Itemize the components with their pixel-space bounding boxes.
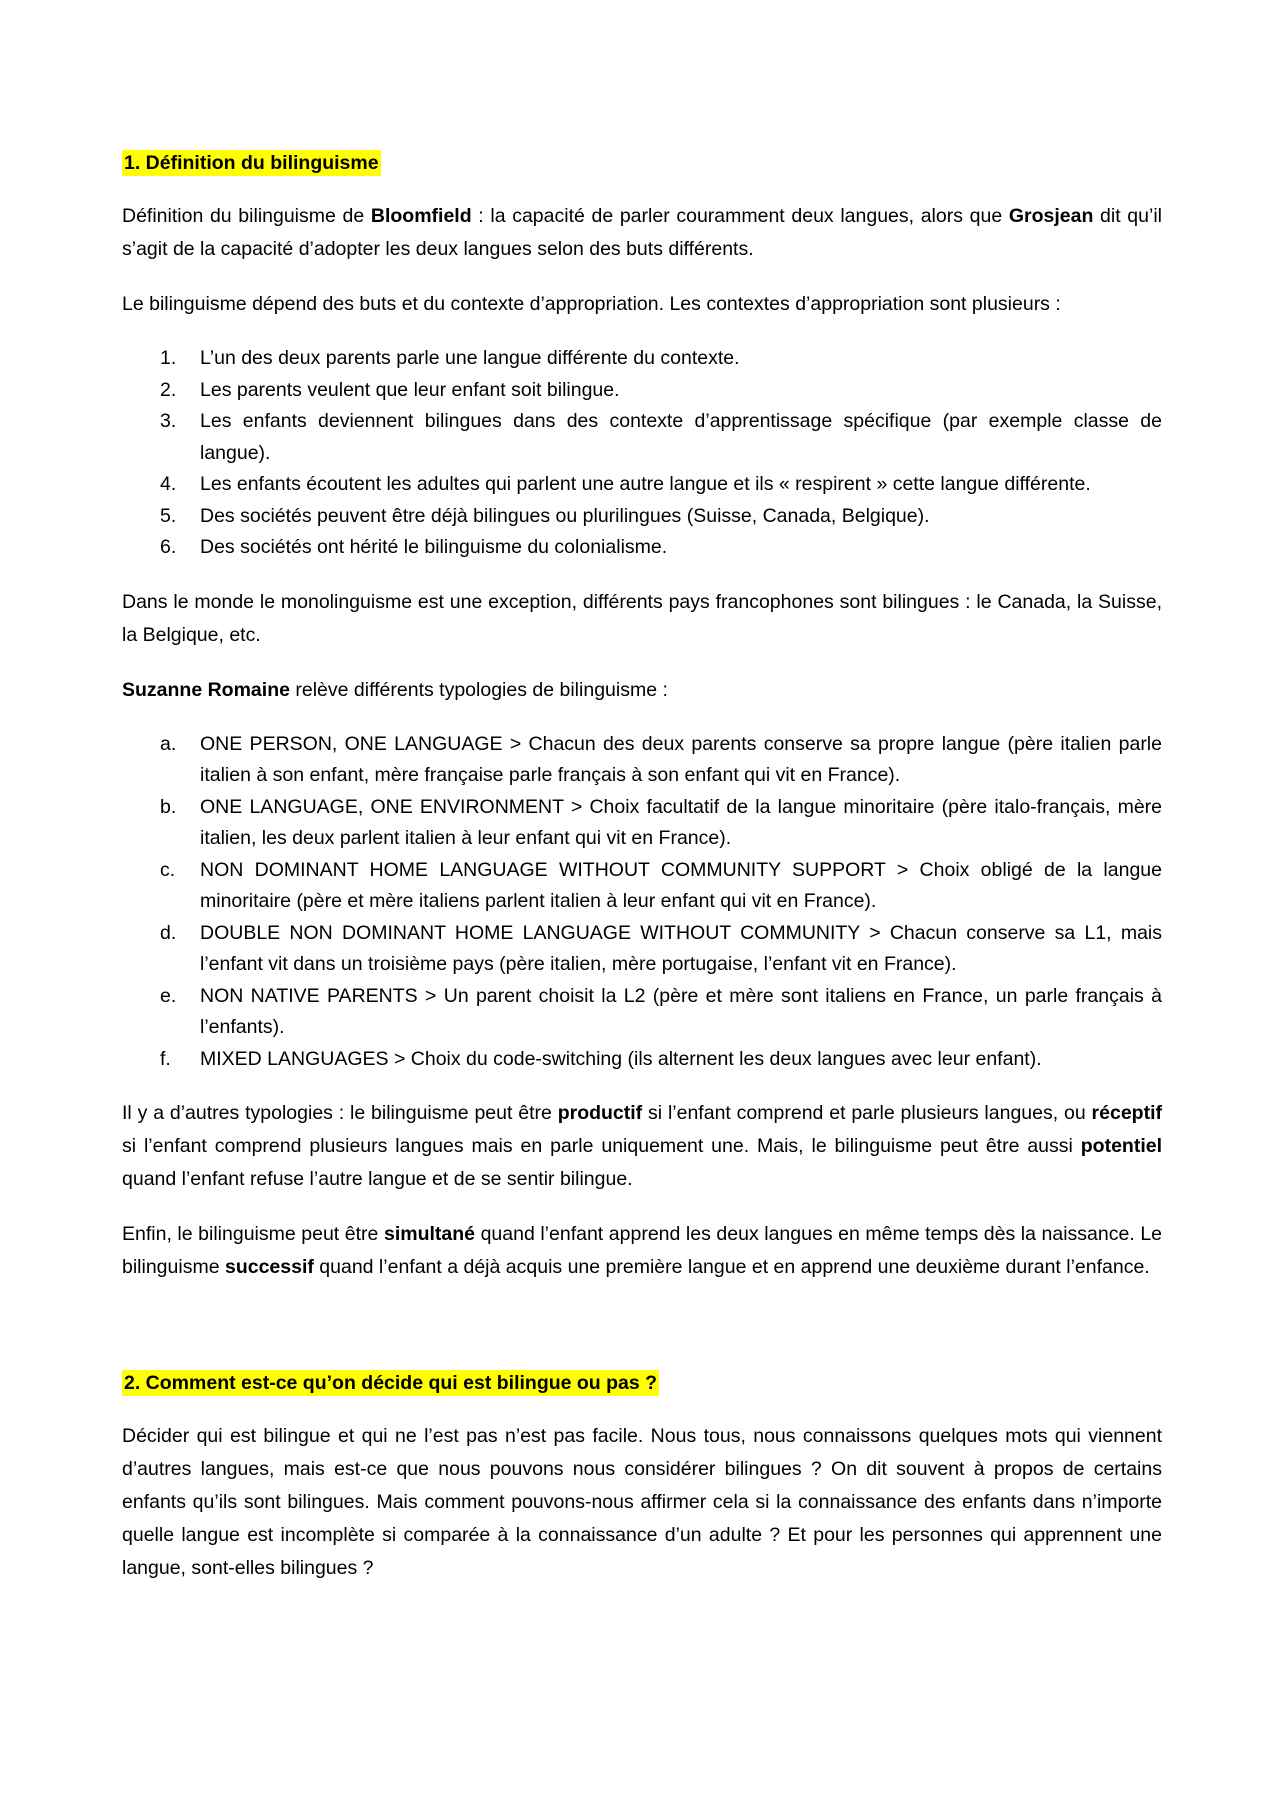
definition-paragraph xyxy=(122,200,1162,266)
section-2-heading: 2. Comment est-ce qu’on décide qui est bilingue ou pas ? xyxy=(124,1372,658,1394)
text-run: quand l’enfant a déjà acquis une première langue et en apprend une deuxième durant l’enfance. xyxy=(313,1256,1150,1278)
bold-successif: successif xyxy=(224,1256,314,1278)
text-run: : la capacité de parler couramment deux langues, alors que xyxy=(471,205,1009,227)
list-marker: 6. xyxy=(160,536,177,558)
list-item-text: MIXED LANGUAGES > Choix du code-switching (ils alternent les deux langues avec leur enfant). xyxy=(200,1047,1042,1070)
list-item-text: ONE LANGUAGE, ONE ENVIRONMENT > Choix facultatif de la langue minoritaire (père italo-français, mère italien, les deux parlent italien à leur enfant qui vit en France). xyxy=(200,795,1162,849)
list-item xyxy=(122,981,1162,1044)
text-run: quand l’enfant apprend les deux langues en même temps dès la naissance. Le bilinguisme xyxy=(122,1223,1163,1278)
list-item-text: L’un des deux parents parle une langue différente du contexte. xyxy=(200,347,740,369)
text-run: Enfin, le bilinguisme peut être xyxy=(122,1223,384,1245)
list-marker: 2. xyxy=(160,378,177,401)
document-page xyxy=(122,150,1162,1585)
monolinguism-paragraph: Dans le monde le monolinguisme est une exception, différents pays francophones sont bilingues : le Canada, la Suisse, la Belgique, etc. xyxy=(122,590,1162,646)
list-marker: c. xyxy=(160,858,176,881)
list-item xyxy=(122,792,1162,855)
list-item xyxy=(122,918,1162,981)
text-run: si l’enfant comprend plusieurs langues mais en parle uniquement une. Mais, le bilinguisme peut être aussi xyxy=(122,1135,1081,1157)
list-marker: b. xyxy=(160,795,177,818)
text-run: Définition du bilinguisme de xyxy=(122,205,371,227)
contexts-list xyxy=(122,343,1162,564)
list-marker: e. xyxy=(160,984,177,1007)
simultaneous-paragraph xyxy=(122,1218,1162,1284)
list-item xyxy=(122,375,1162,407)
list-item xyxy=(122,406,1162,469)
typologies-list xyxy=(122,729,1162,1076)
bold-receptif: réceptif xyxy=(1091,1102,1162,1124)
list-item-text: Les parents veulent que leur enfant soit bilingue. xyxy=(200,378,620,401)
list-item-text: Les enfants écoutent les adultes qui parlent une autre langue et ils « respirent » cette langue différente. xyxy=(200,473,1091,495)
text-run: Il y a d’autres typologies : le bilinguisme peut être xyxy=(122,1102,558,1124)
bold-grosjean: Grosjean xyxy=(1008,205,1094,227)
contexts-intro-paragraph: Le bilinguisme dépend des buts et du contexte d’appropriation. Les contextes d’appropriation sont plusieurs : xyxy=(122,293,1061,315)
list-marker: 3. xyxy=(160,410,177,432)
list-marker: a. xyxy=(160,732,177,755)
list-item-text: Les enfants deviennent bilingues dans des contexte d’apprentissage spécifique (par exemple classe de langue). xyxy=(200,410,1162,464)
text-run: dit qu’il s’agit de la capacité d’adopter les deux langues selon des buts différents. xyxy=(122,205,1162,260)
text-run: relève différents typologies de bilinguisme : xyxy=(289,678,668,701)
text-run: si l’enfant comprend et parle plusieurs langues, ou xyxy=(642,1102,1092,1124)
list-marker: d. xyxy=(160,921,177,944)
bold-potentiel: potentiel xyxy=(1080,1135,1162,1157)
list-marker: 5. xyxy=(160,504,177,527)
list-item-text: NON NATIVE PARENTS > Un parent choisit la L2 (père et mère sont italiens en France, un parle français à l’enfants). xyxy=(200,984,1162,1038)
list-marker: 4. xyxy=(160,473,177,495)
list-item-text: DOUBLE NON DOMINANT HOME LANGUAGE WITHOUT COMMUNITY > Chacun conserve sa L1, mais l’enfant vit dans un troisième pays (père italien, mère portugaise, l’enfant vit en France). xyxy=(200,921,1162,975)
typologies-productive-paragraph xyxy=(122,1097,1162,1196)
list-item-text: NON DOMINANT HOME LANGUAGE WITHOUT COMMUNITY SUPPORT > Choix obligé de la langue minoritaire (père et mère italiens parlent italien à leur enfant qui vit en France). xyxy=(200,858,1162,912)
list-item xyxy=(122,1044,1162,1076)
list-item xyxy=(122,729,1162,792)
list-item-text: ONE PERSON, ONE LANGUAGE > Chacun des deux parents conserve sa propre langue (père italien parle italien à son enfant, mère française parle français à son enfant qui vit en France). xyxy=(200,732,1162,786)
list-item-text: Des sociétés peuvent être déjà bilingues ou plurilingues (Suisse, Canada, Belgique). xyxy=(200,504,930,527)
bold-suzanne-romaine: Suzanne Romaine xyxy=(122,678,290,701)
romaine-intro-paragraph xyxy=(122,674,1162,707)
list-item xyxy=(122,469,1162,501)
bold-productif: productif xyxy=(557,1102,643,1124)
list-item xyxy=(122,855,1162,918)
section-1-heading: 1. Définition du bilinguisme xyxy=(124,152,379,174)
text-run: quand l’enfant refuse l’autre langue et de se sentir bilingue. xyxy=(122,1168,633,1190)
list-item xyxy=(122,343,1162,375)
bold-simultane: simultané xyxy=(383,1223,475,1245)
who-is-bilingual-paragraph: Décider qui est bilingue et qui ne l’est pas n’est pas facile. Nous tous, nous connaissons quelques mots qui viennent d’autres langues, mais est-ce que nous pouvons nous considérer bilingues ? On dit souvent à propos de certains enfants qu’ils sont bilingues. Mais comment pouvons-nous affirmer cela si la connaissance des enfants dans n’importe quelle langue est incomplète si comparée à la connaissance d’un adulte ? Et pour les personnes qui apprennent une langue, sont-elles bilingues ? xyxy=(122,1425,1162,1579)
list-item xyxy=(122,501,1162,533)
bold-bloomfield: Bloomfield xyxy=(370,205,472,227)
list-item xyxy=(122,532,1162,564)
list-marker: 1. xyxy=(160,347,177,369)
list-item-text: Des sociétés ont hérité le bilinguisme du colonialisme. xyxy=(200,536,668,558)
list-marker: f. xyxy=(160,1047,171,1070)
